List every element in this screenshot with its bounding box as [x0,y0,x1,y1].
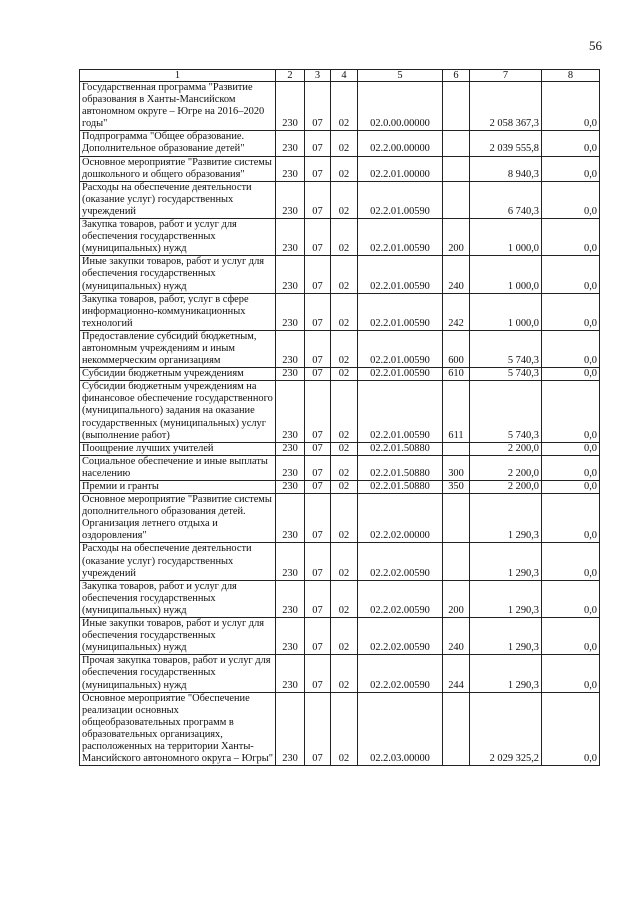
column-header: 2 [276,70,305,82]
table-row [80,381,600,442]
expense-type-cell: 350 [443,481,470,494]
expense-type-cell [443,442,470,455]
amount-2-cell: 0,0 [542,494,600,543]
expense-type-cell: 300 [443,455,470,480]
column-header: 8 [542,70,600,82]
target-article-cell: 02.2.02.00590 [358,580,443,617]
budget-table [79,69,600,766]
admin-code-cell: 230 [276,131,305,156]
expense-type-cell: 240 [443,256,470,293]
column-header: 4 [331,70,358,82]
admin-code-cell: 230 [276,381,305,442]
section-code-cell: 07 [305,543,331,580]
target-article-cell: 02.2.03.00000 [358,692,443,766]
admin-code-cell: 230 [276,543,305,580]
amount-cell: 2 200,0 [470,455,542,480]
admin-code-cell: 230 [276,481,305,494]
admin-code-cell: 230 [276,692,305,766]
amount-cell: 2 029 325,2 [470,692,542,766]
subsection-code-cell: 02 [331,181,358,218]
amount-2-cell: 0,0 [542,219,600,256]
section-code-cell: 07 [305,381,331,442]
expense-type-cell [443,181,470,218]
target-article-cell: 02.2.01.00590 [358,181,443,218]
subsection-code-cell: 02 [331,219,358,256]
section-code-cell: 07 [305,181,331,218]
expense-type-cell [443,494,470,543]
amount-2-cell: 0,0 [542,82,600,131]
target-article-cell: 02.0.00.00000 [358,82,443,131]
target-article-cell: 02.2.01.50880 [358,481,443,494]
table-row [80,692,600,766]
section-code-cell: 07 [305,494,331,543]
row-name-cell: Закупка товаров, работ и услуг для обеспечения государственных (муниципальных) нужд [80,580,276,617]
target-article-cell: 02.2.01.50880 [358,442,443,455]
admin-code-cell: 230 [276,455,305,480]
admin-code-cell: 230 [276,219,305,256]
subsection-code-cell: 02 [331,82,358,131]
amount-cell: 5 740,3 [470,381,542,442]
header-row [80,70,600,82]
table-row [80,655,600,692]
admin-code-cell: 230 [276,256,305,293]
target-article-cell: 02.2.01.00590 [358,368,443,381]
amount-2-cell: 0,0 [542,481,600,494]
subsection-code-cell: 02 [331,256,358,293]
amount-2-cell: 0,0 [542,156,600,181]
subsection-code-cell: 02 [331,330,358,367]
table-row [80,293,600,330]
row-name-cell: Основное мероприятие "Обеспечение реализации основных общеобразовательных программ в образовательных организациях, расположенных на территории Ханты-Мансийского автономного округа – Югры" [80,692,276,766]
section-code-cell: 07 [305,618,331,655]
target-article-cell: 02.2.01.00590 [358,381,443,442]
section-code-cell: 07 [305,131,331,156]
amount-cell: 1 290,3 [470,494,542,543]
section-code-cell: 07 [305,330,331,367]
amount-2-cell: 0,0 [542,543,600,580]
column-header: 6 [443,70,470,82]
expense-type-cell [443,692,470,766]
column-header: 7 [470,70,542,82]
expense-type-cell [443,156,470,181]
row-name-cell: Иные закупки товаров, работ и услуг для обеспечения государственных (муниципальных) нужд [80,256,276,293]
row-name-cell: Расходы на обеспечение деятельности (оказание услуг) государственных учреждений [80,181,276,218]
amount-cell: 1 000,0 [470,293,542,330]
amount-2-cell: 0,0 [542,381,600,442]
amount-cell: 5 740,3 [470,330,542,367]
amount-2-cell: 0,0 [542,692,600,766]
section-code-cell: 07 [305,580,331,617]
row-name-cell: Субсидии бюджетным учреждениям [80,368,276,381]
subsection-code-cell: 02 [331,494,358,543]
row-name-cell: Основное мероприятие "Развитие системы дополнительного образования детей. Организация летнего отдыха и оздоровления" [80,494,276,543]
column-header: 5 [358,70,443,82]
row-name-cell: Предоставление субсидий бюджетным, автономным учреждениям и иным некоммерческим организациям [80,330,276,367]
admin-code-cell: 230 [276,156,305,181]
subsection-code-cell: 02 [331,580,358,617]
subsection-code-cell: 02 [331,543,358,580]
amount-2-cell: 0,0 [542,330,600,367]
amount-2-cell: 0,0 [542,580,600,617]
target-article-cell: 02.2.01.00590 [358,293,443,330]
amount-cell: 5 740,3 [470,368,542,381]
section-code-cell: 07 [305,368,331,381]
admin-code-cell: 230 [276,293,305,330]
admin-code-cell: 230 [276,494,305,543]
subsection-code-cell: 02 [331,692,358,766]
subsection-code-cell: 02 [331,655,358,692]
row-name-cell: Закупка товаров, работ, услуг в сфере информационно-коммуникационных технологий [80,293,276,330]
amount-cell: 6 740,3 [470,181,542,218]
expense-type-cell: 240 [443,618,470,655]
row-name-cell: Основное мероприятие "Развитие системы дошкольного и общего образования" [80,156,276,181]
target-article-cell: 02.2.01.00590 [358,256,443,293]
table-row [80,618,600,655]
amount-2-cell: 0,0 [542,256,600,293]
amount-cell: 2 039 555,8 [470,131,542,156]
subsection-code-cell: 02 [331,381,358,442]
section-code-cell: 07 [305,481,331,494]
amount-cell: 8 940,3 [470,156,542,181]
table-row [80,330,600,367]
row-name-cell: Государственная программа "Развитие образования в Ханты-Мансийском автономном округе – Югре на 2016–2020 годы" [80,82,276,131]
expense-type-cell [443,131,470,156]
expense-type-cell: 200 [443,219,470,256]
column-header: 1 [80,70,276,82]
amount-2-cell: 0,0 [542,368,600,381]
section-code-cell: 07 [305,692,331,766]
section-code-cell: 07 [305,256,331,293]
subsection-code-cell: 02 [331,618,358,655]
table-row [80,368,600,381]
target-article-cell: 02.2.02.00000 [358,494,443,543]
section-code-cell: 07 [305,655,331,692]
section-code-cell: 07 [305,82,331,131]
admin-code-cell: 230 [276,655,305,692]
subsection-code-cell: 02 [331,156,358,181]
expense-type-cell: 242 [443,293,470,330]
section-code-cell: 07 [305,293,331,330]
admin-code-cell: 230 [276,181,305,218]
section-code-cell: 07 [305,219,331,256]
subsection-code-cell: 02 [331,442,358,455]
row-name-cell: Социальное обеспечение и иные выплаты населению [80,455,276,480]
amount-cell: 2 058 367,3 [470,82,542,131]
expense-type-cell [443,543,470,580]
admin-code-cell: 230 [276,618,305,655]
page-number: 56 [589,38,602,53]
section-code-cell: 07 [305,156,331,181]
amount-2-cell: 0,0 [542,655,600,692]
row-name-cell: Субсидии бюджетным учреждениям на финансовое обеспечение государственного (муниципального) задания на оказание государственных (муниципальных) услуг (выполнение работ) [80,381,276,442]
table-row [80,543,600,580]
amount-cell: 1 000,0 [470,256,542,293]
target-article-cell: 02.2.01.00000 [358,156,443,181]
table-row [80,219,600,256]
expense-type-cell: 244 [443,655,470,692]
table-row [80,131,600,156]
subsection-code-cell: 02 [331,481,358,494]
target-article-cell: 02.2.01.50880 [358,455,443,480]
row-name-cell: Поощрение лучших учителей [80,442,276,455]
expense-type-cell [443,82,470,131]
subsection-code-cell: 02 [331,293,358,330]
expense-type-cell: 200 [443,580,470,617]
expense-type-cell: 611 [443,381,470,442]
admin-code-cell: 230 [276,580,305,617]
row-name-cell: Расходы на обеспечение деятельности (оказание услуг) государственных учреждений [80,543,276,580]
table-row [80,256,600,293]
table-row [80,455,600,480]
target-article-cell: 02.2.00.00000 [358,131,443,156]
subsection-code-cell: 02 [331,368,358,381]
target-article-cell: 02.2.02.00590 [358,618,443,655]
target-article-cell: 02.2.01.00590 [358,330,443,367]
amount-2-cell: 0,0 [542,442,600,455]
admin-code-cell: 230 [276,330,305,367]
table-row [80,82,600,131]
row-name-cell: Премии и гранты [80,481,276,494]
amount-2-cell: 0,0 [542,455,600,480]
table-row [80,494,600,543]
amount-cell: 1 290,3 [470,543,542,580]
section-code-cell: 07 [305,455,331,480]
column-header: 3 [305,70,331,82]
amount-cell: 1 290,3 [470,655,542,692]
amount-cell: 2 200,0 [470,442,542,455]
amount-2-cell: 0,0 [542,131,600,156]
row-name-cell: Закупка товаров, работ и услуг для обеспечения государственных (муниципальных) нужд [80,219,276,256]
expense-type-cell: 610 [443,368,470,381]
amount-cell: 2 200,0 [470,481,542,494]
subsection-code-cell: 02 [331,131,358,156]
target-article-cell: 02.2.02.00590 [358,655,443,692]
amount-2-cell: 0,0 [542,181,600,218]
row-name-cell: Прочая закупка товаров, работ и услуг для обеспечения государственных (муниципальных) нужд [80,655,276,692]
admin-code-cell: 230 [276,82,305,131]
subsection-code-cell: 02 [331,455,358,480]
amount-2-cell: 0,0 [542,293,600,330]
admin-code-cell: 230 [276,442,305,455]
table-row [80,181,600,218]
table-row [80,481,600,494]
row-name-cell: Подпрограмма "Общее образование. Дополнительное образование детей" [80,131,276,156]
row-name-cell: Иные закупки товаров, работ и услуг для обеспечения государственных (муниципальных) нужд [80,618,276,655]
admin-code-cell: 230 [276,368,305,381]
section-code-cell: 07 [305,442,331,455]
amount-2-cell: 0,0 [542,618,600,655]
table-row [80,580,600,617]
amount-cell: 1 290,3 [470,580,542,617]
expense-type-cell: 600 [443,330,470,367]
table-row [80,442,600,455]
amount-cell: 1 290,3 [470,618,542,655]
table-row [80,156,600,181]
amount-cell: 1 000,0 [470,219,542,256]
target-article-cell: 02.2.02.00590 [358,543,443,580]
target-article-cell: 02.2.01.00590 [358,219,443,256]
